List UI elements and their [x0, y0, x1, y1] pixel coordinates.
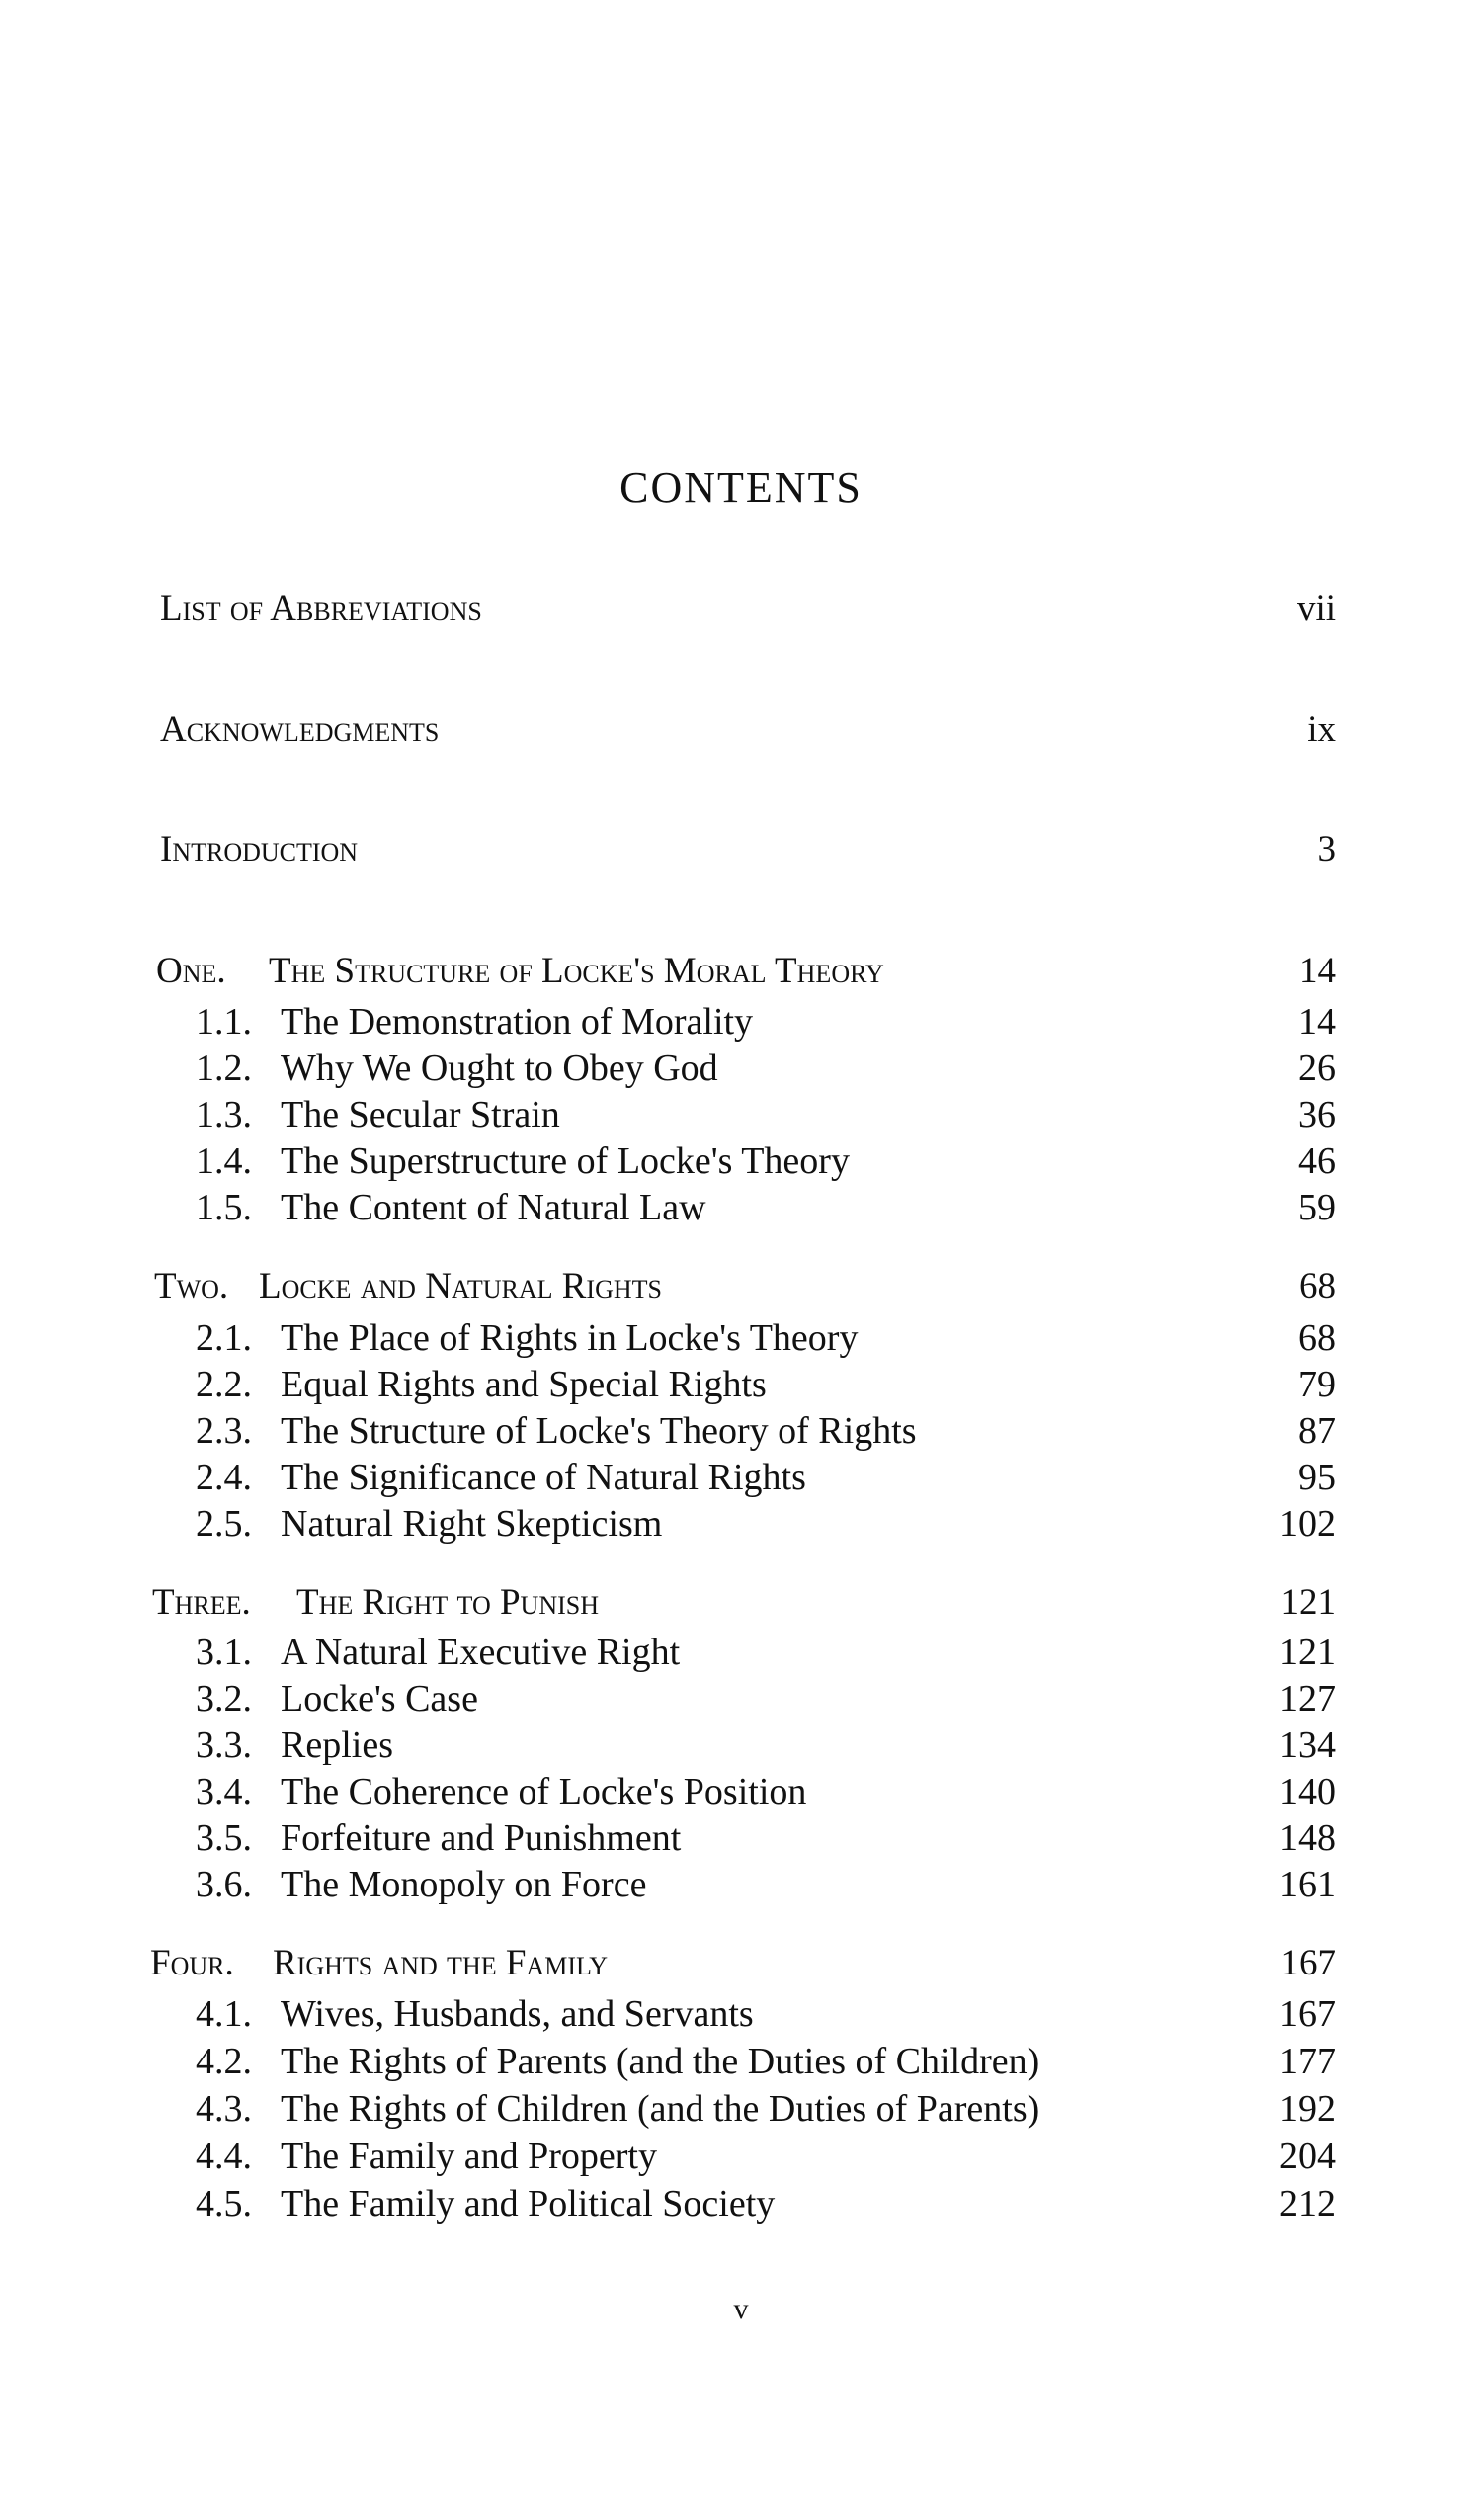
section-entry[interactable]: [0, 1631, 1482, 1678]
section-entry[interactable]: [0, 1409, 1482, 1457]
section-page: 87: [1298, 1410, 1336, 1452]
section-number: 4.4.: [196, 2136, 252, 2177]
section-entry[interactable]: [0, 2040, 1482, 2087]
section-entry[interactable]: [0, 1723, 1482, 1771]
section-number: 4.2.: [196, 2041, 252, 2082]
section-number: 2.1.: [196, 1317, 252, 1359]
entry-page: vii: [1296, 588, 1336, 629]
section-number: 1.2.: [196, 1048, 252, 1089]
section-page: 140: [1279, 1771, 1336, 1812]
chapter-title: Locke and Natural Rights: [259, 1266, 662, 1306]
chapter-title: Rights and the Family: [273, 1943, 609, 1983]
section-number: 1.5.: [196, 1187, 252, 1228]
section-entry[interactable]: [0, 1456, 1482, 1503]
section-title: The Demonstration of Morality: [281, 1001, 754, 1043]
section-page: 79: [1298, 1364, 1336, 1405]
section-number: 3.6.: [196, 1864, 252, 1905]
section-entry[interactable]: [0, 1316, 1482, 1364]
toc-entry[interactable]: [0, 828, 1482, 876]
section-page: 167: [1279, 1993, 1336, 2035]
section-number: 3.4.: [196, 1771, 252, 1812]
entry-title: List of Abbreviations: [160, 588, 482, 629]
section-entry[interactable]: [0, 2135, 1482, 2182]
section-page: 204: [1279, 2136, 1336, 2177]
section-title: Why We Ought to Obey God: [281, 1048, 718, 1089]
section-number: 2.3.: [196, 1410, 252, 1452]
section-entry[interactable]: [0, 1363, 1482, 1410]
section-page: 177: [1279, 2041, 1336, 2082]
section-entry[interactable]: [0, 2182, 1482, 2229]
section-number: 1.4.: [196, 1140, 252, 1182]
section-page: 134: [1279, 1724, 1336, 1766]
chapter-number: Two.: [154, 1266, 229, 1306]
toc-entry[interactable]: [0, 587, 1482, 634]
section-title: Wives, Husbands, and Servants: [281, 1993, 754, 2035]
section-title: The Rights of Parents (and the Duties of Children): [281, 2041, 1040, 2082]
section-title: Replies: [281, 1724, 393, 1766]
section-title: The Structure of Locke's Theory of Rights: [281, 1410, 917, 1452]
section-entry[interactable]: [0, 1000, 1482, 1048]
section-title: The Family and Property: [281, 2136, 657, 2177]
chapter-heading[interactable]: [0, 1265, 1482, 1312]
section-title: Natural Right Skepticism: [281, 1503, 663, 1545]
chapter-number: Three.: [152, 1582, 251, 1623]
section-page: 46: [1298, 1140, 1336, 1182]
toc-entry[interactable]: [0, 709, 1482, 756]
section-number: 3.5.: [196, 1817, 252, 1859]
section-number: 4.5.: [196, 2183, 252, 2225]
chapter-page: 121: [1280, 1582, 1336, 1623]
section-entry[interactable]: [0, 2087, 1482, 2135]
section-entry[interactable]: [0, 1992, 1482, 2040]
chapter-page: 14: [1299, 951, 1336, 991]
section-page: 121: [1279, 1632, 1336, 1673]
entry-title: Introduction: [160, 829, 359, 870]
section-page: 14: [1298, 1001, 1336, 1043]
section-title: The Superstructure of Locke's Theory: [281, 1140, 850, 1182]
page-title: CONTENTS: [619, 463, 863, 512]
section-title: Forfeiture and Punishment: [281, 1817, 682, 1859]
chapter-title: The Structure of Locke's Moral Theory: [269, 951, 884, 991]
section-entry[interactable]: [0, 1186, 1482, 1233]
section-number: 2.4.: [196, 1457, 252, 1498]
section-number: 4.1.: [196, 1993, 252, 2035]
section-page: 102: [1279, 1503, 1336, 1545]
section-number: 1.1.: [196, 1001, 252, 1043]
section-title: The Coherence of Locke's Position: [281, 1771, 807, 1812]
section-number: 4.3.: [196, 2088, 252, 2130]
section-title: The Content of Natural Law: [281, 1187, 706, 1228]
section-title: The Secular Strain: [281, 1094, 560, 1135]
section-entry[interactable]: [0, 1770, 1482, 1817]
section-entry[interactable]: [0, 1502, 1482, 1550]
section-number: 3.1.: [196, 1632, 252, 1673]
section-number: 1.3.: [196, 1094, 252, 1135]
section-title: The Significance of Natural Rights: [281, 1457, 806, 1498]
section-number: 2.5.: [196, 1503, 252, 1545]
chapter-heading[interactable]: [0, 950, 1482, 997]
section-entry[interactable]: [0, 1047, 1482, 1094]
section-entry[interactable]: [0, 1093, 1482, 1140]
entry-page: ix: [1307, 710, 1336, 750]
section-entry[interactable]: [0, 1816, 1482, 1864]
chapter-number: One.: [156, 951, 226, 991]
section-number: 3.3.: [196, 1724, 252, 1766]
section-page: 59: [1298, 1187, 1336, 1228]
section-page: 68: [1298, 1317, 1336, 1359]
page-number: v: [733, 2293, 749, 2325]
section-entry[interactable]: [0, 1139, 1482, 1187]
section-title: Locke's Case: [281, 1678, 478, 1720]
section-title: The Rights of Children (and the Duties of Parents): [281, 2088, 1040, 2130]
chapter-heading[interactable]: [0, 1581, 1482, 1629]
section-title: The Family and Political Society: [281, 2183, 776, 2225]
entry-title: Acknowledgments: [160, 710, 440, 750]
section-page: 192: [1279, 2088, 1336, 2130]
section-number: 2.2.: [196, 1364, 252, 1405]
section-title: A Natural Executive Right: [281, 1632, 681, 1673]
section-page: 148: [1279, 1817, 1336, 1859]
section-page: 127: [1279, 1678, 1336, 1720]
entry-page: 3: [1317, 829, 1336, 870]
section-entry[interactable]: [0, 1863, 1482, 1910]
chapter-title: The Right to Punish: [296, 1582, 599, 1623]
chapter-heading[interactable]: [0, 1942, 1482, 1989]
section-title: The Place of Rights in Locke's Theory: [281, 1317, 859, 1359]
chapter-number: Four.: [150, 1943, 234, 1983]
section-page: 36: [1298, 1094, 1336, 1135]
chapter-page: 167: [1280, 1943, 1336, 1983]
section-page: 95: [1298, 1457, 1336, 1498]
section-page: 212: [1279, 2183, 1336, 2225]
chapter-page: 68: [1299, 1266, 1336, 1306]
section-page: 161: [1279, 1864, 1336, 1905]
section-entry[interactable]: [0, 1677, 1482, 1724]
section-title: The Monopoly on Force: [281, 1864, 647, 1905]
section-title: Equal Rights and Special Rights: [281, 1364, 767, 1405]
section-number: 3.2.: [196, 1678, 252, 1720]
section-page: 26: [1298, 1048, 1336, 1089]
